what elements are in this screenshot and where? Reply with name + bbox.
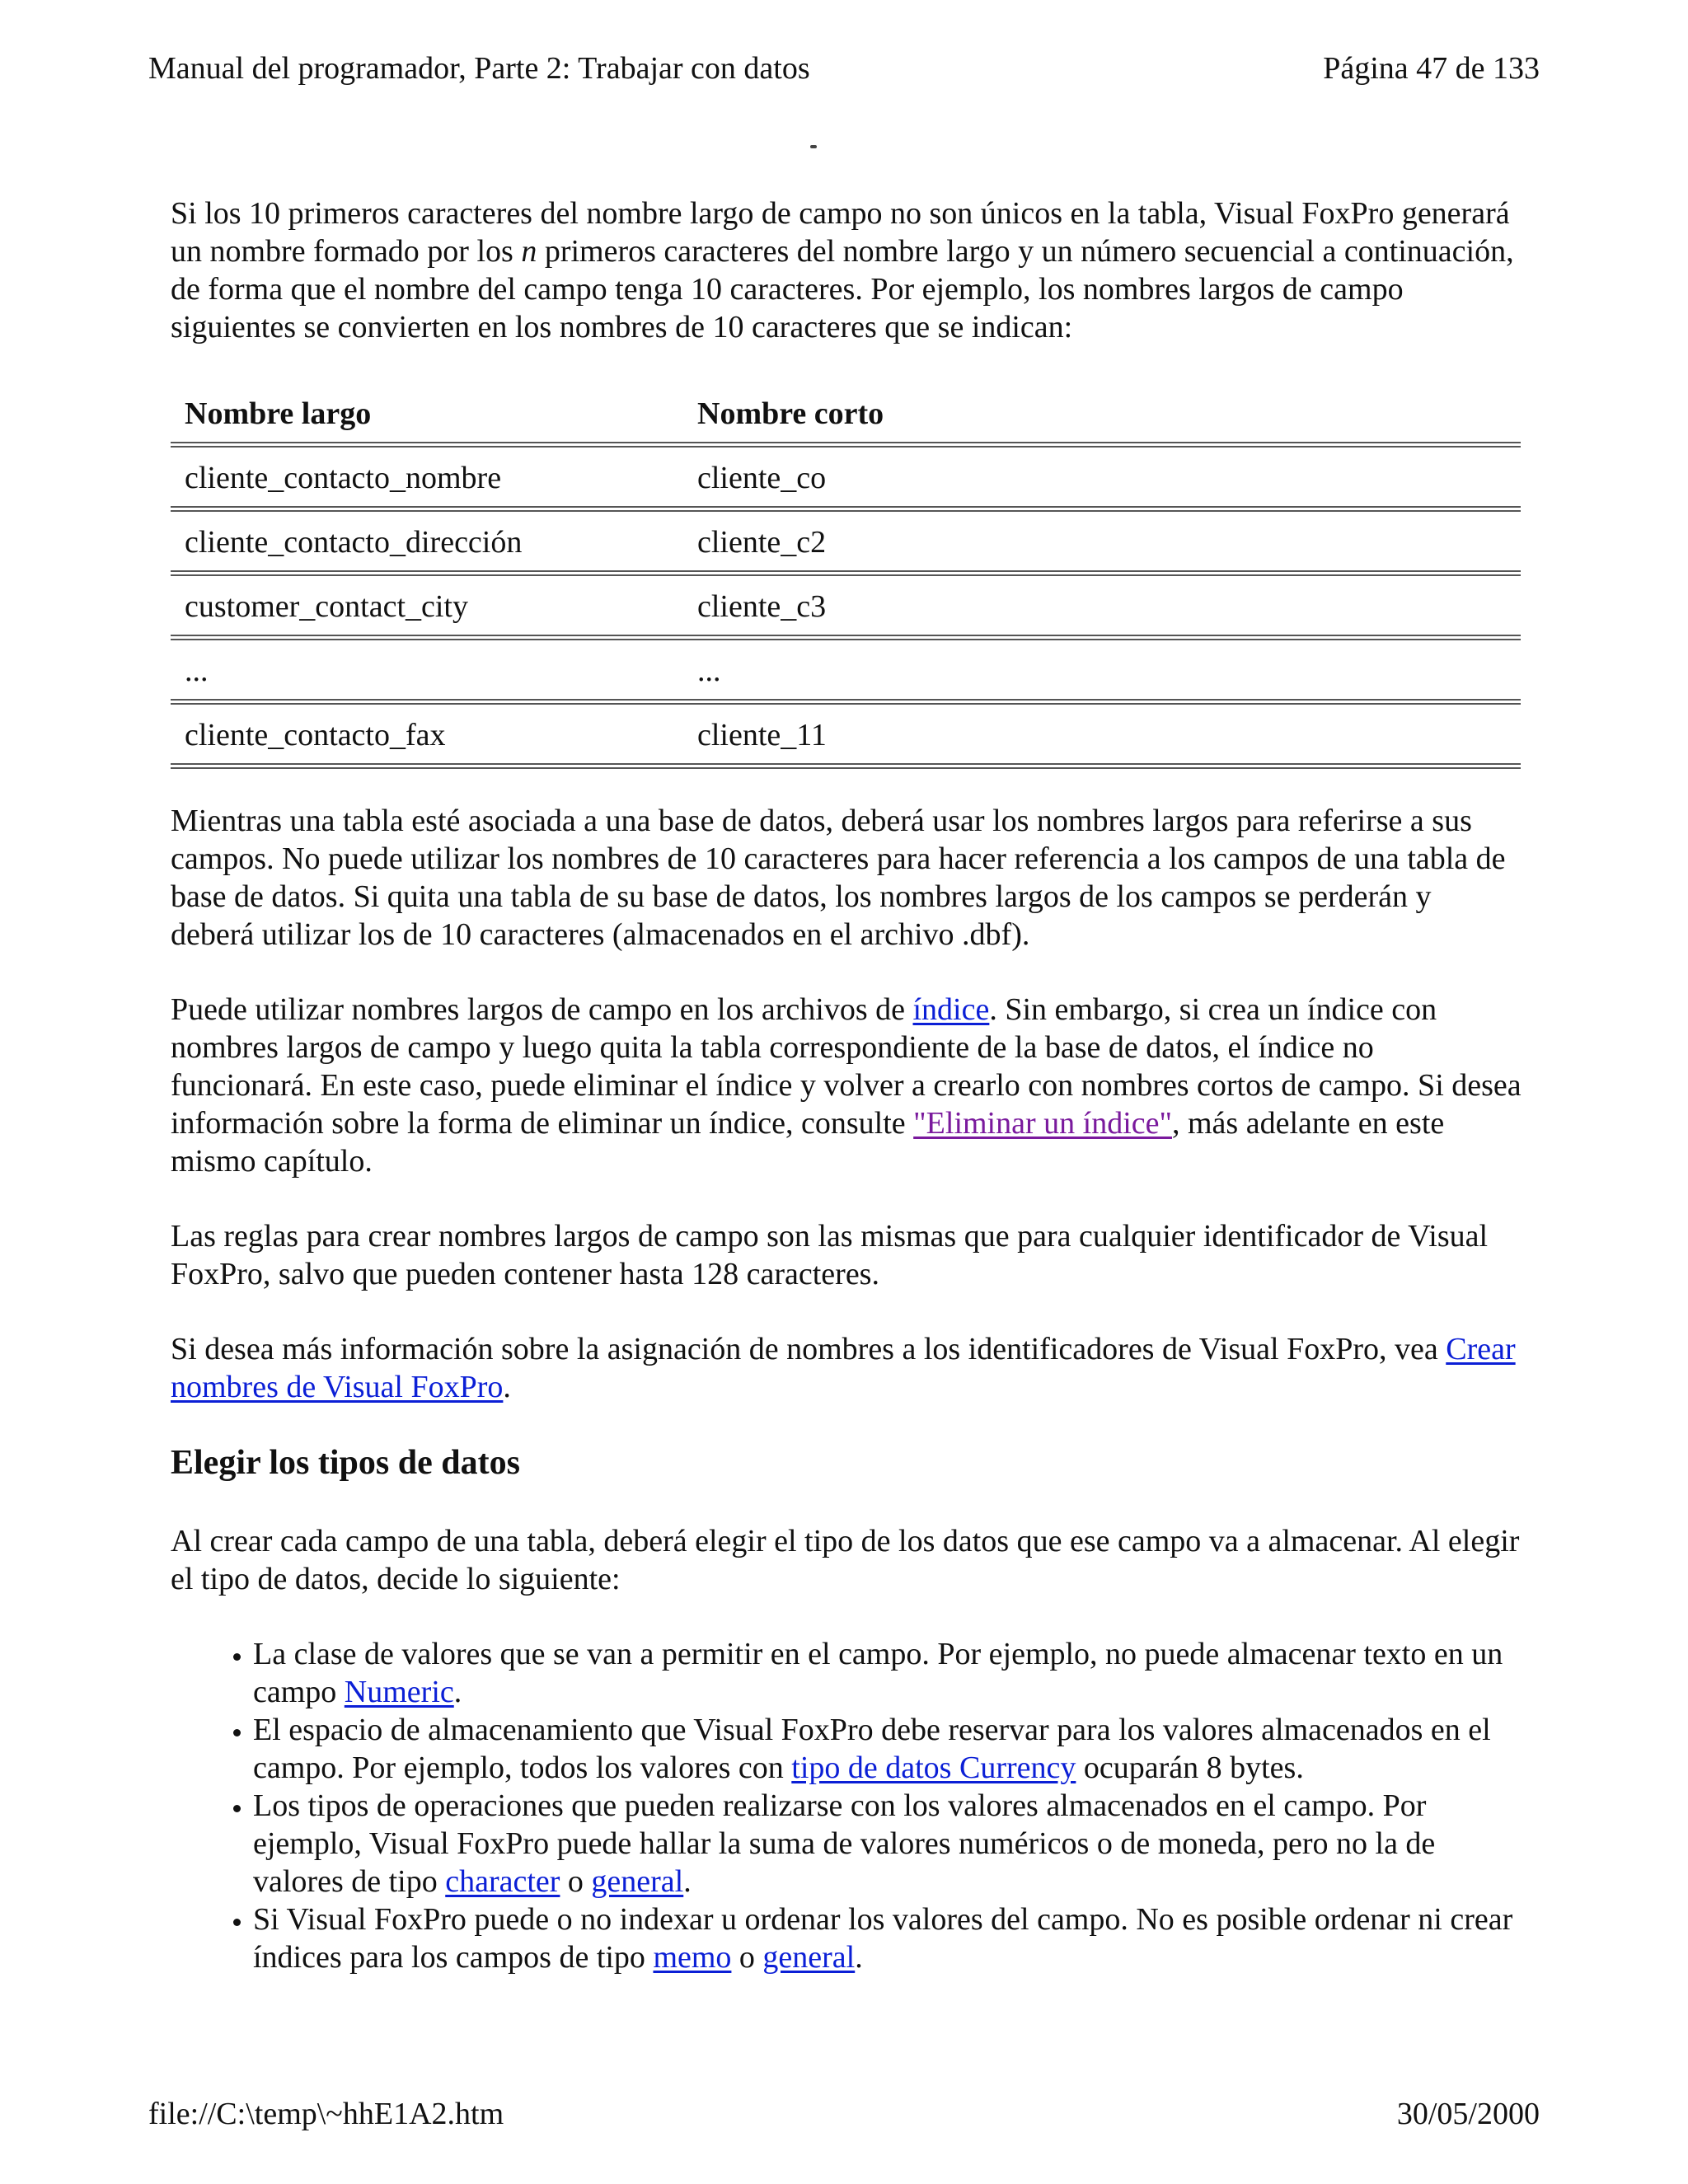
long-name-cell: cliente_contacto_fax (171, 702, 683, 766)
short-name-cell: cliente_11 (683, 702, 1521, 766)
section-heading: Elegir los tipos de datos (171, 1444, 520, 1482)
page-header-title: Manual del programador, Parte 2: Trabajar con datos (148, 51, 810, 86)
general-link[interactable]: general (591, 1864, 684, 1899)
short-name-cell: ... (683, 638, 1521, 702)
long-name-cell: cliente_contacto_dirección (171, 509, 683, 574)
field-names-table (171, 383, 1521, 769)
data-types-list (171, 1635, 1522, 1976)
index-paragraph: Puede utilizar nombres largos de campo en los archivos de índice. Sin embargo, si crea un índice con nombres largos de campo y luego quita la tabla correspondiente de la base de datos, el índice no funcionará. En este caso, puede eliminar el índice y volver a crearlo con nombres cortos de campo. Si desea información sobre la forma de eliminar un índice, consulte "Eliminar un índice", más adelante en este mismo capítulo. (171, 992, 1522, 1179)
decorative-mark (810, 145, 817, 148)
intro-paragraph: Si los 10 primeros caracteres del nombre largo de campo no son únicos en la tabla, Visual FoxPro generará un nombre formado por los n primeros caracteres del nombre largo y un número secuencial a continuación, de forma que el nombre del campo tenga 10 caracteres. Por ejemplo, los nombres largos de campo siguientes se convierten en los nombres de 10 caracteres que se indican: (171, 196, 1514, 344)
character-link[interactable]: character (445, 1864, 560, 1899)
memo-link[interactable]: memo (653, 1940, 732, 1975)
document-content (171, 194, 1522, 1976)
delete-index-link[interactable]: "Eliminar un índice" (913, 1106, 1172, 1141)
general-link[interactable]: general (762, 1940, 856, 1975)
page-number: Página 47 de 133 (1323, 51, 1540, 86)
long-name-cell: ... (171, 638, 683, 702)
data-types-paragraph: Al crear cada campo de una tabla, deberá elegir el tipo de los datos que ese campo va a almacenar. Al elegir el tipo de datos, decide lo siguiente: (171, 1524, 1520, 1596)
short-name-cell: cliente_c2 (683, 509, 1521, 574)
numeric-link[interactable]: Numeric (344, 1675, 454, 1709)
list-item: • El espacio de almacenamiento que Visual FoxPro debe reservar para los valores almacenados en el campo. Por ejemplo, todos los valores con tipo de datos Currency ocuparán 8 bytes. (253, 1711, 1522, 1787)
long-name-cell: cliente_contacto_nombre (171, 445, 683, 509)
more-info-paragraph: Si desea más información sobre la asignación de nombres a los identificadores de Visual FoxPro, vea Crear nombres de Visual FoxPro. (171, 1332, 1516, 1404)
index-link[interactable]: índice (912, 992, 990, 1027)
table-header-short-name: Nombre corto (683, 383, 1521, 445)
table-row (171, 638, 1521, 702)
footer-date: 30/05/2000 (1396, 2097, 1540, 2131)
table-header-long-name: Nombre largo (171, 383, 683, 445)
table-row (171, 574, 1521, 638)
footer-file-path: file://C:\temp\~hhE1A2.htm (148, 2097, 504, 2131)
long-name-cell: customer_contact_city (171, 574, 683, 638)
table-row (171, 509, 1521, 574)
currency-type-link[interactable]: tipo de datos Currency (791, 1750, 1076, 1785)
database-names-paragraph: Mientras una tabla esté asociada a una base de datos, deberá usar los nombres largos para referirse a sus campos. No puede utilizar los nombres de 10 caracteres para hacer referencia a los campos de una tabla de base de datos. Si quita una tabla de su base de datos, los nombres largos de los campos se perderán y deberá utilizar los de 10 caracteres (almacenados en el archivo .dbf). (171, 804, 1506, 952)
list-item: • Los tipos de operaciones que pueden realizarse con los valores almacenados en el campo. Por ejemplo, Visual FoxPro puede hallar la suma de valores numéricos o de moneda, pero no la de valores de tipo character o general. (253, 1787, 1522, 1900)
short-name-cell: cliente_c3 (683, 574, 1521, 638)
list-item: • Si Visual FoxPro puede o no indexar u ordenar los valores del campo. No es posible ordenar ni crear índices para los campos de tipo memo o general. (253, 1900, 1522, 1976)
table-header-row (171, 383, 1521, 445)
naming-rules-paragraph: Las reglas para crear nombres largos de campo son las mismas que para cualquier identificador de Visual FoxPro, salvo que pueden contener hasta 128 caracteres. (171, 1219, 1489, 1291)
table-row (171, 702, 1521, 766)
list-item: • La clase de valores que se van a permitir en el campo. Por ejemplo, no puede almacenar texto en un campo Numeric. (253, 1635, 1522, 1711)
table-row (171, 445, 1521, 509)
short-name-cell: cliente_co (683, 445, 1521, 509)
create-names-link[interactable]: Crear nombres de Visual FoxPro (171, 1332, 1516, 1404)
